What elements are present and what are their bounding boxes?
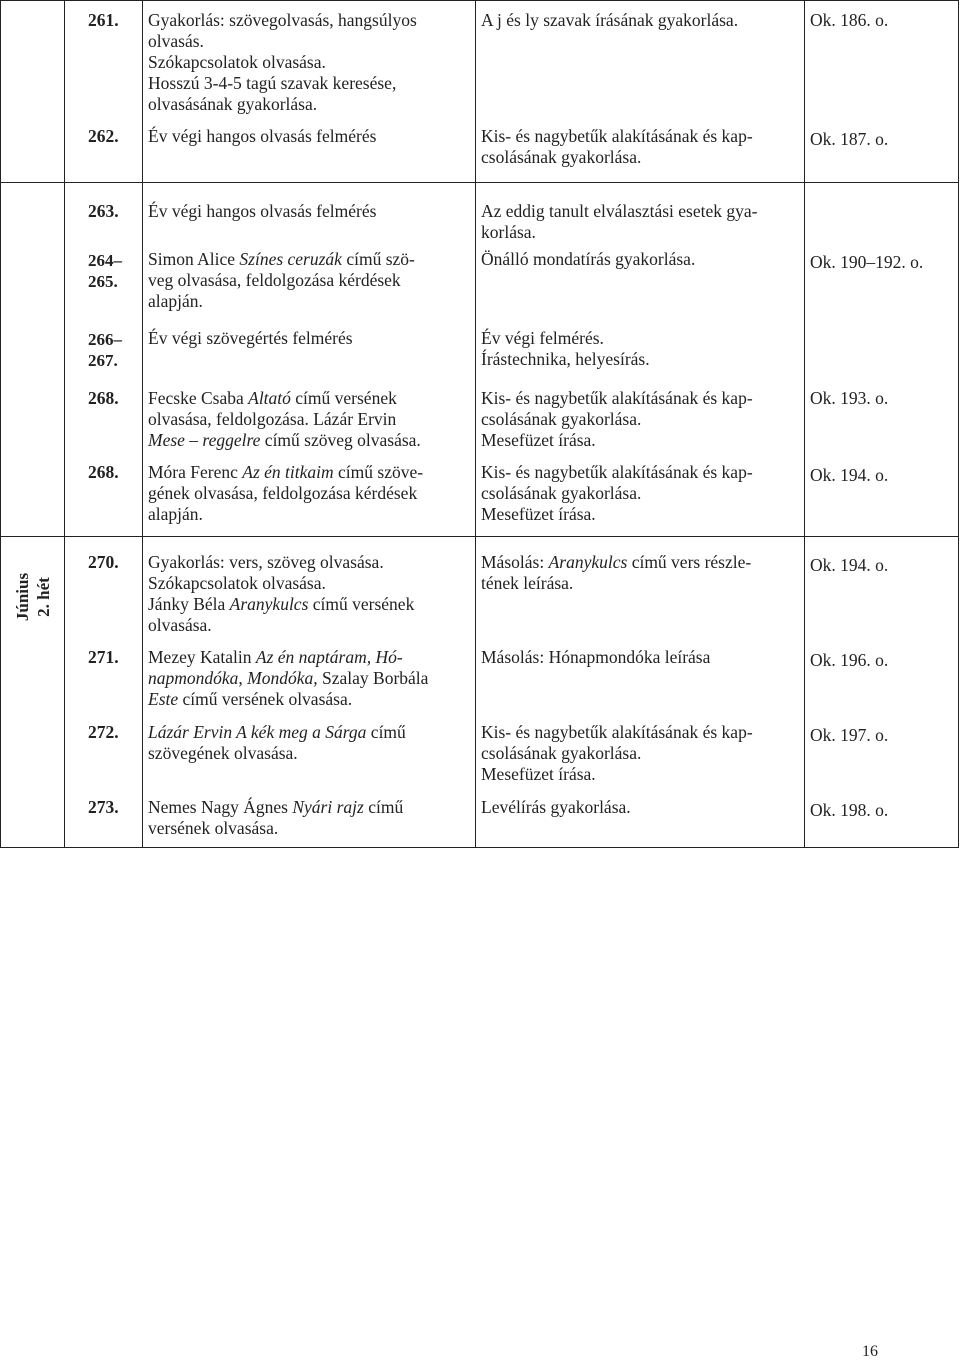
reading-task (148, 552, 414, 636)
reading-task (148, 249, 415, 312)
reading-task-line (148, 388, 421, 409)
text-segment: Másolás: (481, 552, 549, 572)
textbook-page: Ok. 187. o. (810, 129, 889, 149)
writing-task (481, 647, 710, 668)
lesson-number (88, 329, 122, 371)
title-text: Nyári rajz (292, 797, 364, 817)
reading-task-line (148, 291, 415, 312)
lesson-number: 268. (88, 388, 119, 408)
reading-task-line (148, 647, 428, 668)
text-segment: Móra Ferenc (148, 462, 243, 482)
writing-task (481, 10, 738, 31)
lesson-number-line: 267. (88, 351, 118, 370)
text-segment: Mezey Katalin (148, 647, 256, 667)
text-segment: szövegének olvasása. (148, 743, 298, 763)
reading-task-line (148, 552, 414, 573)
text-segment: versének olvasása. (148, 818, 279, 838)
textbook-page: Ok. 196. o. (810, 650, 889, 670)
textbook-page: Ok. 190–192. o. (810, 252, 924, 272)
text-segment: veg olvasása, feldolgozása kérdések (148, 270, 401, 290)
writing-task-line: csolásának gyakorlása. (481, 409, 642, 429)
title-text: Altató (248, 388, 291, 408)
textbook-page: Ok. 194. o. (810, 555, 889, 575)
reading-task-line (148, 249, 415, 270)
reading-task-line: olvasásának gyakorlása. (148, 94, 318, 114)
reading-task-line (148, 594, 414, 615)
title-text: Mese – reggelre (148, 430, 261, 450)
reading-task-line (148, 430, 421, 451)
textbook-page: Ok. 197. o. (810, 725, 889, 745)
reading-task (148, 722, 406, 764)
reading-task-line: Szókapcsolatok olvasása. (148, 52, 326, 72)
textbook-page: Ok. 194. o. (810, 465, 889, 485)
text-segment: című versének (308, 594, 415, 614)
title-text: Lázár Ervin A kék meg a Sárga (148, 722, 367, 742)
writing-task-line: Írástechnika, helyesírás. (481, 349, 650, 369)
text-segment: című szöve- (333, 462, 424, 482)
writing-task-line: Kis- és nagybetűk alakításának és kap- (481, 462, 753, 482)
reading-task-line (148, 483, 423, 504)
title-text: napmondóka, Mondóka, (148, 668, 318, 688)
text-segment: című (366, 722, 406, 742)
lesson-number: 262. (88, 126, 119, 146)
text-segment: Jánky Béla (148, 594, 230, 614)
textbook-page: Ok. 193. o. (810, 388, 889, 408)
table-border-top (0, 0, 959, 1)
writing-task (481, 388, 753, 451)
reading-task-line (148, 573, 414, 594)
lesson-number-line: 265. (88, 272, 118, 291)
writing-task-line: csolásának gyakorlása. (481, 483, 642, 503)
text-segment: című versének olvasása. (178, 689, 353, 709)
writing-task-line: Mesefüzet írása. (481, 504, 596, 524)
reading-task-line (148, 818, 403, 839)
reading-task-line (148, 462, 423, 483)
lesson-number-line: 264– (88, 251, 122, 270)
table-border-left (0, 0, 1, 848)
writing-task-line: Az eddig tanult elválasztási esetek gya- (481, 201, 758, 221)
reading-task (148, 328, 353, 349)
lesson-number: 272. (88, 722, 119, 742)
text-segment: című szöveg olvasása. (260, 430, 421, 450)
writing-task-line: korlása. (481, 222, 536, 242)
writing-task-line: Másolás: Hónapmondóka leírása (481, 647, 711, 667)
week-divider (0, 536, 959, 537)
reading-task-line: Év végi hangos olvasás felmérés (148, 201, 377, 221)
writing-task (481, 201, 758, 243)
text-segment: Nemes Nagy Ágnes (148, 797, 293, 817)
text-segment: olvasása. (148, 615, 212, 635)
page-number: 16 (862, 1343, 878, 1360)
title-text: Az én naptáram, Hó- (255, 647, 403, 667)
reading-task-line (148, 797, 403, 818)
reading-task-line: olvasás. (148, 31, 204, 51)
reading-task-line (148, 722, 406, 743)
text-segment: című versének (290, 388, 397, 408)
writing-task-line: Levélírás gyakorlása. (481, 797, 631, 817)
textbook-page: Ok. 186. o. (810, 10, 889, 30)
text-segment: Szókapcsolatok olvasása. (148, 573, 326, 593)
writing-task-line: Önálló mondatírás gyakorlása. (481, 249, 696, 269)
title-text: Este (148, 689, 179, 709)
reading-task (148, 797, 403, 839)
reading-task-line (148, 615, 414, 636)
text-segment: alapján. (148, 504, 203, 524)
reading-task-line (148, 270, 415, 291)
reading-task (148, 388, 421, 451)
lesson-number: 271. (88, 647, 119, 667)
lesson-number: 273. (88, 797, 119, 817)
text-segment: Fecske Csaba (148, 388, 249, 408)
column-divider (804, 0, 805, 848)
writing-task-line: Év végi felmérés. (481, 328, 604, 348)
writing-task-line (481, 573, 751, 594)
reading-task-line (148, 668, 428, 689)
writing-task (481, 126, 753, 168)
lesson-number: 270. (88, 552, 119, 572)
reading-task (148, 462, 423, 525)
lesson-number-line: 266– (88, 330, 122, 349)
reading-task-line (148, 504, 423, 525)
reading-task-line (148, 409, 421, 430)
writing-task-line: A j és ly szavak írásának gyakorlása. (481, 10, 739, 30)
text-segment: gének olvasása, feldolgozása kérdések (148, 483, 418, 503)
writing-task (481, 462, 753, 525)
week-number: 2. hét (34, 577, 53, 617)
week-label (3, 552, 63, 642)
reading-task (148, 647, 428, 710)
reading-task-line (148, 689, 428, 710)
writing-task (481, 328, 650, 370)
writing-task (481, 552, 751, 594)
text-segment: című szö- (341, 249, 415, 269)
title-text: Az én titkaim (242, 462, 334, 482)
lesson-number: 268. (88, 462, 119, 482)
table-border-bottom (0, 847, 959, 848)
reading-task (148, 10, 417, 115)
text-segment: című (363, 797, 404, 817)
text-segment: alapján. (148, 291, 203, 311)
month-label: Június (13, 572, 32, 622)
text-segment: olvasása, feldolgozása. Lázár Ervin (148, 409, 397, 429)
lesson-number: 261. (88, 10, 119, 30)
reading-task (148, 201, 376, 222)
title-text: Aranykulcs (229, 594, 309, 614)
writing-task-line: Kis- és nagybetűk alakításának és kap- (481, 388, 753, 408)
column-divider (475, 0, 476, 848)
reading-task-line: Év végi szövegértés felmérés (148, 328, 353, 348)
week-divider (0, 182, 959, 183)
lesson-number (88, 250, 122, 292)
writing-task-line: Kis- és nagybetűk alakításának és kap- (481, 722, 753, 742)
writing-task (481, 797, 631, 818)
table-border-right (958, 0, 959, 848)
reading-task (148, 126, 376, 147)
textbook-page: Ok. 198. o. (810, 800, 889, 820)
reading-task-line (148, 743, 406, 764)
writing-task (481, 249, 695, 270)
column-divider (142, 0, 143, 848)
reading-task-line: Hosszú 3-4-5 tagú szavak keresése, (148, 73, 397, 93)
writing-task-line: Kis- és nagybetűk alakításának és kap- (481, 126, 753, 146)
writing-task-line: csolásának gyakorlása. (481, 147, 642, 167)
writing-task-line: csolásának gyakorlása. (481, 743, 642, 763)
text-segment: Simon Alice (148, 249, 240, 269)
text-segment: Gyakorlás: vers, szöveg olvasása. (148, 552, 384, 572)
reading-task-line: Gyakorlás: szövegolvasás, hangsúlyos (148, 10, 417, 30)
reading-task-line: Év végi hangos olvasás felmérés (148, 126, 377, 146)
lesson-number: 263. (88, 201, 119, 221)
writing-task-line (481, 552, 751, 573)
text-segment: tének leírása. (481, 573, 574, 593)
writing-task (481, 722, 753, 785)
writing-task-line: Mesefüzet írása. (481, 764, 596, 784)
text-segment: Szalay Borbála (317, 668, 429, 688)
writing-task-line: Mesefüzet írása. (481, 430, 596, 450)
text-segment: című vers részle- (627, 552, 752, 572)
column-divider (64, 0, 65, 848)
title-text: Aranykulcs (548, 552, 628, 572)
title-text: Színes ceruzák (239, 249, 342, 269)
